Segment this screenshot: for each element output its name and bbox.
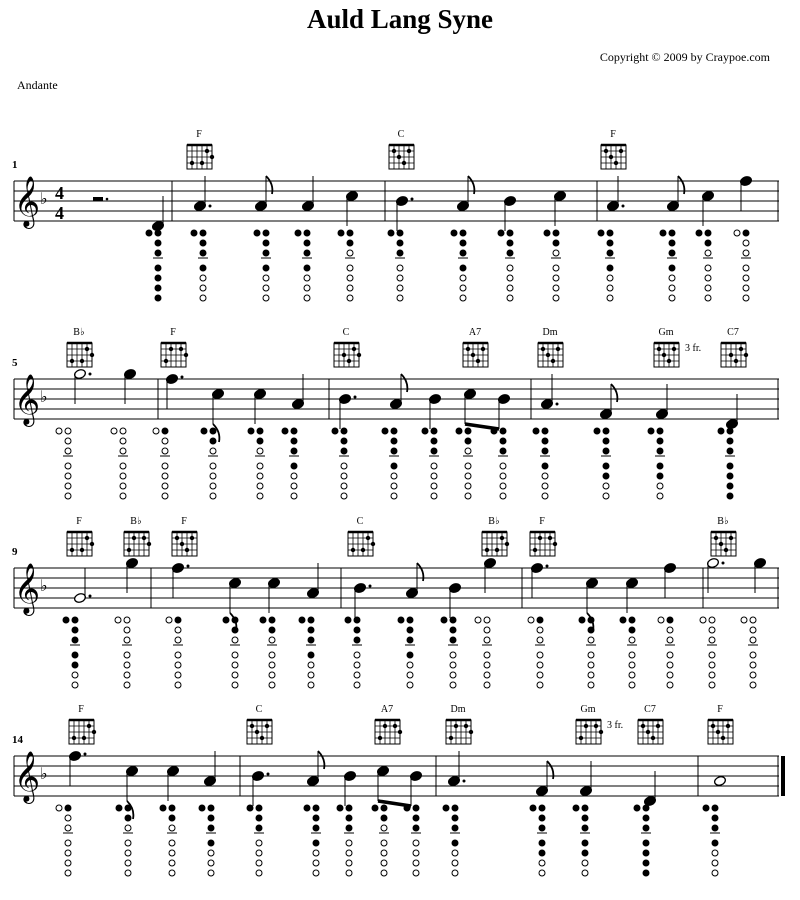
half-rest	[93, 197, 103, 201]
fingering-chart	[441, 617, 458, 688]
fingering-chart	[201, 428, 218, 499]
fingering-chart	[338, 230, 355, 301]
key-flat: ♭	[40, 764, 48, 783]
treble-clef: 𝄞	[14, 563, 41, 614]
staff	[0, 700, 800, 900]
fingering-chart	[223, 617, 240, 688]
fingering-chart	[404, 805, 421, 876]
fingering-chart	[398, 617, 415, 688]
chord-name: B♭	[488, 516, 500, 527]
chord-name: A7	[468, 327, 482, 338]
fingering-chart	[56, 805, 73, 876]
chord-name: B♭	[73, 327, 85, 338]
note	[343, 770, 356, 806]
fingering-chart	[451, 230, 468, 301]
measure-number: 1	[12, 159, 18, 171]
tempo-marking: Andante	[17, 78, 58, 92]
fingering-chart	[166, 617, 183, 688]
fingering-chart	[382, 428, 399, 499]
staff-system	[0, 700, 800, 900]
chord-name: F	[717, 704, 723, 715]
chord-name: B♭	[130, 516, 142, 527]
fingering-chart	[345, 617, 362, 688]
chord-name: C	[356, 516, 364, 527]
fingering-chart	[598, 230, 615, 301]
fret-label: 3 fr.	[607, 720, 624, 731]
key-flat: ♭	[40, 387, 48, 406]
fingering-chart	[337, 805, 354, 876]
fingering-chart	[115, 617, 132, 688]
fingering-chart	[248, 428, 265, 499]
key-flat: ♭	[40, 576, 48, 595]
note	[503, 195, 516, 231]
fingering-chart	[191, 230, 208, 301]
fingering-chart	[111, 428, 128, 499]
chord-name: F	[539, 516, 545, 527]
fret-label: 3 fr.	[685, 343, 702, 354]
note	[448, 582, 461, 618]
fingering-chart	[491, 428, 508, 499]
staff-system	[0, 125, 800, 325]
chord-name: Gm	[658, 327, 674, 338]
fingering-chart	[422, 428, 439, 499]
staff-system	[0, 323, 800, 523]
measure-number: 14	[12, 734, 23, 746]
fingering-chart	[634, 805, 651, 876]
fingering-chart	[533, 428, 550, 499]
fingering-chart	[700, 617, 717, 688]
chord-name: B♭	[717, 516, 729, 527]
staff	[0, 512, 800, 712]
note	[739, 175, 752, 211]
rest-dot	[106, 198, 109, 201]
fingering-chart	[332, 428, 349, 499]
chord-name: Dm	[450, 704, 466, 715]
fingering-chart	[116, 805, 133, 876]
fingering-chart	[295, 230, 312, 301]
fingering-chart	[456, 428, 473, 499]
staff	[0, 125, 800, 325]
chord-name: Gm	[580, 704, 596, 715]
note	[428, 393, 441, 429]
note	[663, 562, 676, 598]
fingering-chart	[734, 230, 751, 301]
fingering-chart	[63, 617, 80, 688]
song-title: Auld Lang Syne	[306, 4, 494, 34]
fingering-chart	[475, 617, 492, 688]
copyright-notice: Copyright © 2009 by Craypoe.com	[599, 50, 770, 64]
chord-name: F	[76, 516, 82, 527]
fingering-chart	[660, 230, 677, 301]
chord-name: C	[342, 327, 350, 338]
measure-number: 9	[12, 546, 18, 558]
chord-name: Dm	[542, 327, 558, 338]
fingering-chart	[199, 805, 216, 876]
fingering-chart	[282, 428, 299, 499]
fingering-chart	[696, 230, 713, 301]
fingering-chart	[498, 230, 515, 301]
staff	[0, 323, 800, 523]
fingering-chart	[703, 805, 720, 876]
fingering-chart	[260, 617, 277, 688]
chord-name: F	[78, 704, 84, 715]
fingering-chart	[741, 617, 758, 688]
fingering-chart	[620, 617, 637, 688]
fingering-chart	[528, 617, 545, 688]
treble-clef: 𝄞	[14, 751, 41, 802]
note	[409, 770, 422, 806]
fingering-chart	[443, 805, 460, 876]
fingering-chart	[594, 428, 611, 499]
fingering-chart	[579, 617, 596, 688]
chord-name: A7	[380, 704, 394, 715]
fingering-chart	[299, 617, 316, 688]
fingering-chart	[530, 805, 547, 876]
chord-name: F	[610, 129, 616, 140]
note	[713, 775, 726, 786]
chord-name: C	[397, 129, 405, 140]
key-flat: ♭	[40, 189, 48, 208]
chord-name: C7	[727, 327, 739, 338]
fingering-chart	[544, 230, 561, 301]
fingering-chart	[153, 428, 170, 499]
time-sig-top: 4	[55, 183, 64, 203]
treble-clef: 𝄞	[14, 176, 41, 227]
time-sig-bottom: 4	[55, 203, 64, 223]
fingering-chart	[254, 230, 271, 301]
chord-name: C7	[644, 704, 656, 715]
chord-name: C	[255, 704, 263, 715]
fingering-chart	[160, 805, 177, 876]
staff-system	[0, 512, 800, 712]
fingering-chart	[658, 617, 675, 688]
chord-name: F	[196, 129, 202, 140]
fingering-chart	[247, 805, 264, 876]
fingering-chart	[718, 428, 735, 499]
fingering-chart	[304, 805, 321, 876]
fingering-chart	[573, 805, 590, 876]
measure-number: 5	[12, 357, 18, 369]
final-barline	[781, 756, 785, 796]
fingering-chart	[648, 428, 665, 499]
chord-name: F	[181, 516, 187, 527]
note	[497, 393, 510, 429]
fingering-chart	[388, 230, 405, 301]
treble-clef: 𝄞	[14, 374, 41, 425]
chord-name: F	[170, 327, 176, 338]
fingering-chart	[146, 230, 163, 301]
fingering-chart	[56, 428, 73, 499]
fingering-chart	[372, 805, 389, 876]
